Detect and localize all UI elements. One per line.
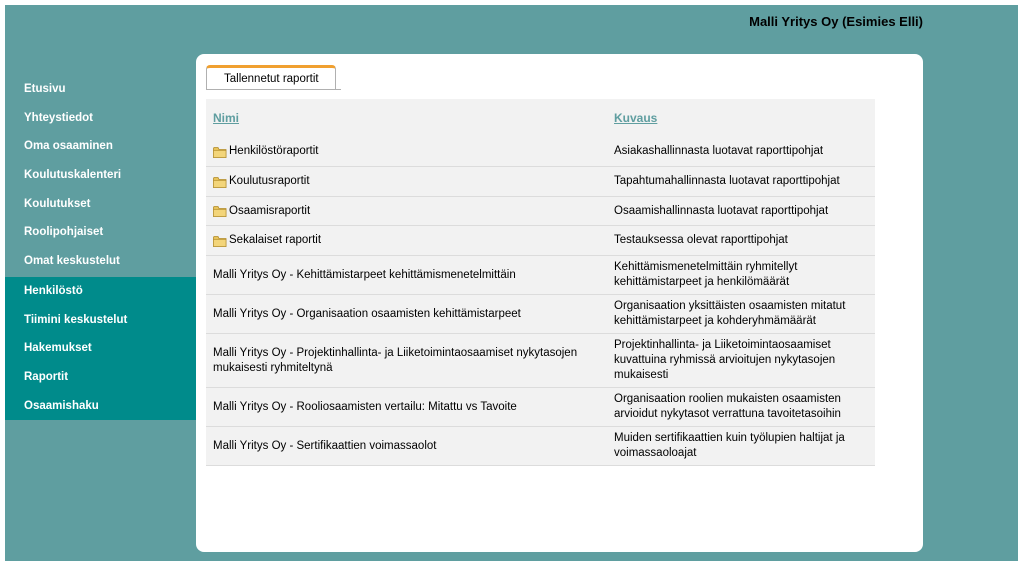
report-description: Osaamishallinnasta luotavat raporttipohjat (614, 204, 829, 217)
table-row[interactable] (206, 427, 875, 466)
sidebar-item-koulutukset[interactable]: Koulutukset (24, 197, 91, 210)
table-row[interactable] (206, 197, 875, 226)
report-name[interactable]: Malli Yritys Oy - Kehittämistarpeet kehittämismenetelmittäin (213, 268, 516, 281)
folder-icon (213, 235, 227, 247)
sidebar-item-oma-osaaminen[interactable]: Oma osaaminen (24, 140, 113, 153)
report-name-cell (206, 295, 614, 333)
table-row[interactable] (206, 295, 875, 334)
table-row[interactable] (206, 226, 875, 256)
sidebar-item-henkilosto[interactable]: Henkilöstö (5, 277, 196, 306)
content-panel (196, 54, 923, 552)
table-row[interactable] (206, 167, 875, 197)
app-window (5, 5, 1018, 561)
sidebar-item-etusivu[interactable]: Etusivu (24, 83, 66, 95)
tab-tallennetut-raportit[interactable]: Tallennetut raportit (206, 65, 336, 90)
table-row[interactable] (206, 388, 875, 427)
sidebar-item-tiimini-keskustelut[interactable]: Tiimini keskustelut (5, 306, 196, 335)
report-name-cell (206, 167, 614, 196)
report-name-cell (206, 334, 614, 387)
report-name-cell (206, 197, 614, 225)
tab-underline (206, 89, 341, 90)
report-name-cell (206, 388, 614, 426)
report-description: Organisaation roolien mukaisten osaamisten arvioidut nykytasot verrattuna tavoitetasoihin (614, 393, 841, 420)
sidebar-nav (5, 75, 196, 420)
table-row[interactable] (206, 256, 875, 295)
report-description: Organisaation yksittäisten osaamisten mitatut kehittämistarpeet ja kohderyhmämäärät (614, 300, 846, 327)
column-header-description[interactable]: Kuvaus (614, 110, 658, 125)
report-name[interactable]: Henkilöstöraportit (229, 145, 319, 157)
report-description: Projektinhallinta- ja Liiketoimintaosaamiset kuvattuina ryhmissä arvioitujen nykytasojen mukaisesti (614, 339, 836, 381)
folder-icon (213, 205, 227, 217)
folder-icon (213, 176, 227, 188)
report-name-cell (206, 427, 614, 465)
report-name[interactable]: Malli Yritys Oy - Rooliosaamisten vertailu: Mitattu vs Tavoite (213, 400, 517, 413)
table-header-row (206, 99, 875, 137)
report-name[interactable]: Sekalaiset raportit (229, 234, 322, 246)
report-description: Asiakashallinnasta luotavat raporttipohjat (614, 145, 824, 157)
reports-table (206, 99, 875, 466)
report-name[interactable]: Malli Yritys Oy - Sertifikaattien voimassaolot (213, 439, 437, 452)
column-header-name[interactable]: Nimi (213, 111, 240, 125)
report-name-cell (206, 226, 614, 255)
sidebar-item-hakemukset[interactable]: Hakemukset (5, 334, 196, 363)
table-row[interactable] (206, 334, 875, 388)
sidebar-item-omat-keskustelut[interactable]: Omat keskustelut (24, 255, 120, 268)
table-body (206, 137, 875, 466)
sidebar-item-raportit[interactable]: Raportit (5, 363, 196, 392)
report-name[interactable]: Osaamisraportit (229, 204, 311, 217)
report-name-cell (206, 256, 614, 294)
sidebar-item-osaamishaku[interactable]: Osaamishaku (5, 392, 196, 421)
report-description: Testauksessa olevat raporttipohjat (614, 234, 788, 246)
report-name[interactable]: Koulutusraportit (229, 175, 310, 187)
report-description: Tapahtumahallinnasta luotavat raporttipohjat (614, 175, 840, 187)
report-name-cell (206, 137, 614, 166)
current-user-label: Malli Yritys Oy (Esimies Elli) (749, 14, 923, 29)
sidebar-item-roolipohjaiset[interactable]: Roolipohjaiset (24, 226, 104, 239)
report-description: Muiden sertifikaattien kuin työlupien haltijat ja voimassaoloajat (614, 432, 845, 459)
report-description: Kehittämismenetelmittäin ryhmitellyt kehittämistarpeet ja henkilömäärät (614, 261, 798, 288)
sidebar-item-koulutuskalenteri[interactable]: Koulutuskalenteri (24, 169, 122, 182)
table-row[interactable] (206, 137, 875, 167)
sidebar-item-yhteystiedot[interactable]: Yhteystiedot (24, 111, 94, 124)
report-name[interactable]: Malli Yritys Oy - Projektinhallinta- ja Liiketoimintaosaamiset nykytasojen mukaisesti ryhmiteltynä (213, 346, 578, 374)
report-name[interactable]: Malli Yritys Oy - Organisaation osaamisten kehittämistarpeet (213, 307, 521, 320)
folder-icon (213, 146, 227, 158)
